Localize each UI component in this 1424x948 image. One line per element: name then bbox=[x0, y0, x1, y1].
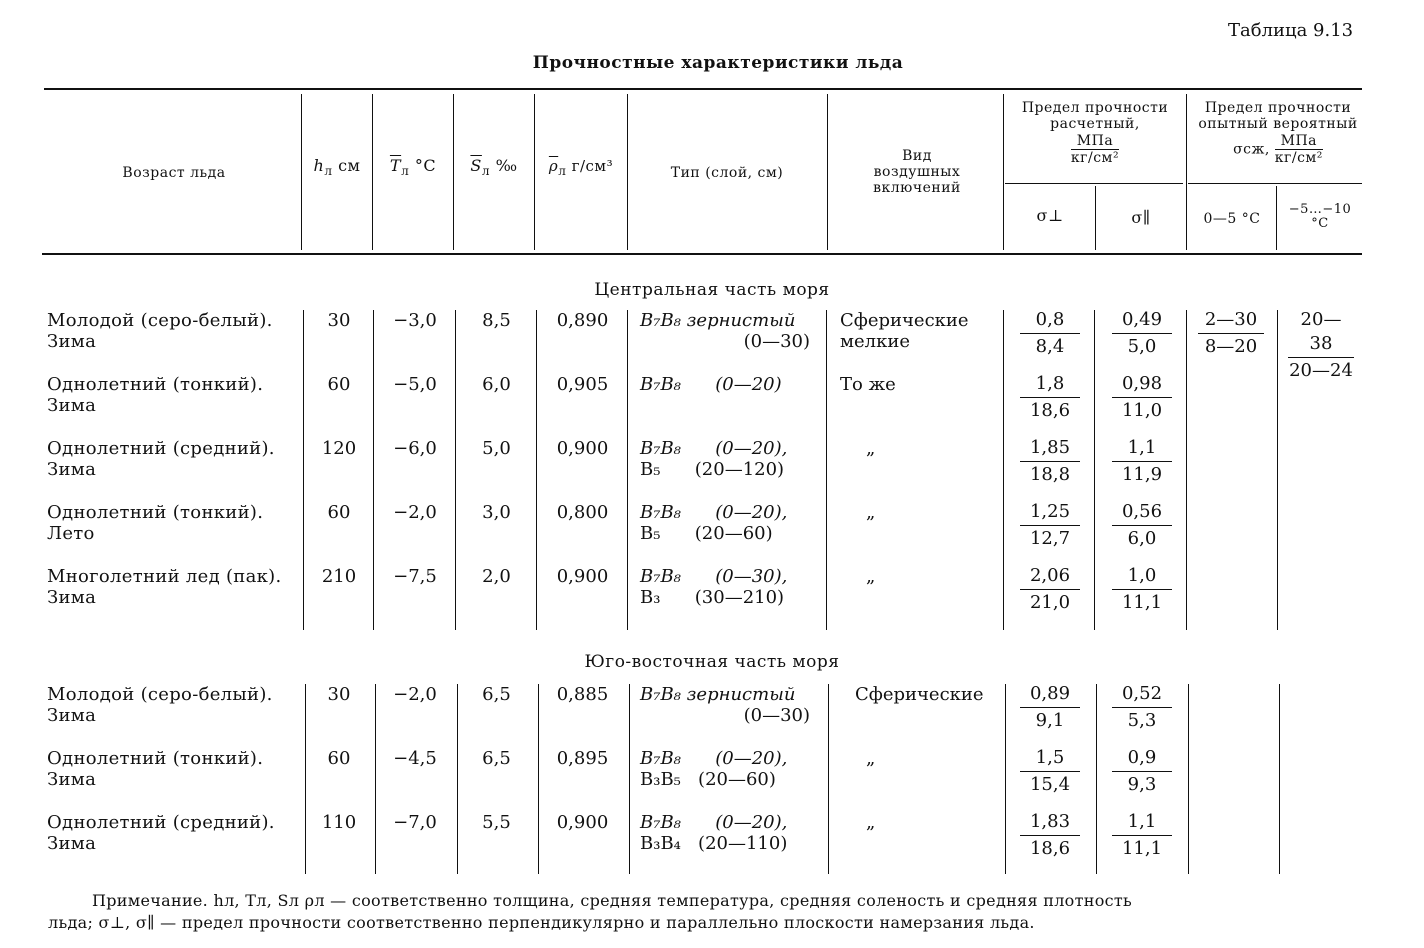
header-divider bbox=[1003, 94, 1004, 250]
body-divider bbox=[1003, 310, 1004, 630]
row-h: 60 bbox=[327, 374, 351, 395]
header-divider bbox=[534, 94, 535, 250]
rho-unit: г/см³ bbox=[571, 157, 614, 175]
row-air-line2: мелкие bbox=[840, 331, 910, 352]
rho-sub: л bbox=[558, 164, 567, 178]
body-divider bbox=[627, 310, 628, 630]
row-type-line1: B₇B₈ зернистый bbox=[640, 684, 796, 705]
row-type-line2: (0—30) bbox=[743, 331, 810, 352]
row-t: −5,0 bbox=[393, 374, 437, 395]
row-type-line2: B₅ (20—60) bbox=[640, 523, 773, 544]
note-line-2: льда; σ⊥, σ∥ — предел прочности соответственно перпендикулярно и параллельно плоскости намерзания льда. bbox=[48, 913, 1035, 932]
row-exp-0-5-numerator: 2—30 bbox=[1198, 308, 1264, 334]
body-divider bbox=[629, 684, 630, 874]
row-sigma-perp bbox=[1020, 682, 1080, 733]
exp-unit-den: кг/см² bbox=[1274, 150, 1323, 166]
row-sigma-par-numerator: 1,0 bbox=[1112, 564, 1172, 590]
row-t: −7,5 bbox=[393, 566, 437, 587]
row-s: 5,0 bbox=[482, 438, 511, 459]
row-type-line2: (0—30) bbox=[743, 705, 810, 726]
t-symbol: $\overline{T}$ bbox=[389, 156, 402, 175]
body-divider bbox=[1279, 684, 1280, 874]
col-header-air: Вид воздушных включений bbox=[873, 148, 961, 196]
body-divider bbox=[536, 310, 537, 630]
row-sigma-perp-numerator: 1,8 bbox=[1020, 372, 1080, 398]
s-unit: ‰ bbox=[495, 156, 518, 175]
calc-subheader-rule bbox=[1005, 183, 1183, 184]
row-t: −3,0 bbox=[393, 310, 437, 331]
row-type-line1: B₇B₈ (0—20), bbox=[640, 812, 788, 833]
row-rho: 0,895 bbox=[556, 748, 609, 769]
row-sigma-par bbox=[1112, 500, 1172, 551]
row-sigma-perp-denominator: 18,6 bbox=[1029, 400, 1071, 421]
note-line-1: Примечание. hл, Tл, Sл ρл — соответственно толщина, средняя температура, средняя соленость и средняя плотность bbox=[92, 891, 1133, 910]
header-top-rule bbox=[44, 88, 1362, 90]
row-exp-5-10-denominator: 20—24 bbox=[1289, 360, 1353, 381]
sigma-c: σсж, bbox=[1233, 141, 1270, 158]
row-age-line1: Молодой (серо-белый). bbox=[47, 310, 273, 331]
row-sigma-par-numerator: 0,52 bbox=[1112, 682, 1172, 708]
row-age-line1: Молодой (серо-белый). bbox=[47, 684, 273, 705]
body-divider bbox=[1186, 310, 1187, 630]
row-sigma-perp bbox=[1020, 746, 1080, 797]
row-sigma-par-numerator: 0,56 bbox=[1112, 500, 1172, 526]
body-divider bbox=[375, 684, 376, 874]
col-header-rho bbox=[536, 158, 626, 179]
section-title-southeast: Юго-восточная часть моря bbox=[584, 652, 840, 672]
row-sigma-perp-numerator: 1,5 bbox=[1020, 746, 1080, 772]
body-divider bbox=[305, 684, 306, 874]
row-sigma-perp-denominator: 15,4 bbox=[1029, 774, 1071, 795]
body-divider bbox=[1005, 684, 1006, 874]
body-divider bbox=[1188, 684, 1189, 874]
row-rho: 0,890 bbox=[556, 310, 609, 331]
row-age-line2: Зима bbox=[47, 769, 97, 790]
col-header-exp-1: 0—5 °С bbox=[1203, 211, 1261, 227]
row-age-line2: Зима bbox=[47, 833, 97, 854]
row-t: −4,5 bbox=[393, 748, 437, 769]
rho-symbol: $\overline{\rho}$ bbox=[548, 157, 559, 175]
row-s: 6,5 bbox=[482, 684, 511, 705]
row-sigma-par bbox=[1112, 746, 1172, 797]
calc-unit bbox=[1071, 133, 1119, 166]
col-header-exp bbox=[1188, 100, 1368, 166]
row-t: −7,0 bbox=[393, 812, 437, 833]
row-age-line1: Однолетний (тонкий). bbox=[47, 748, 264, 769]
h-unit: см bbox=[338, 156, 361, 175]
row-sigma-perp-denominator: 21,0 bbox=[1029, 592, 1071, 613]
row-sigma-perp bbox=[1020, 500, 1080, 551]
col-header-h bbox=[303, 158, 371, 179]
row-type-line2: B₃B₅ (20—60) bbox=[640, 769, 776, 790]
body-divider bbox=[1096, 684, 1097, 874]
row-age-line1: Однолетний (средний). bbox=[47, 812, 275, 833]
row-type-line2: B₃B₄ (20—110) bbox=[640, 833, 788, 854]
row-type-line1: B₇B₈ (0—20), bbox=[640, 502, 788, 523]
row-sigma-perp-denominator: 8,4 bbox=[1035, 336, 1065, 357]
row-s: 3,0 bbox=[482, 502, 511, 523]
calc-unit-den: кг/см² bbox=[1070, 150, 1120, 166]
calc-unit-num: МПа bbox=[1071, 133, 1119, 150]
row-h: 60 bbox=[327, 502, 351, 523]
row-exp-0-5-denominator: 8—20 bbox=[1204, 336, 1258, 357]
calc-title: Предел прочности расчетный, bbox=[1021, 100, 1169, 132]
col-header-sigma-perp: σ⊥ bbox=[1036, 206, 1064, 225]
col-header-exp-2: −5…−10 °С bbox=[1288, 202, 1352, 231]
row-sigma-par-denominator: 11,1 bbox=[1121, 838, 1163, 859]
body-divider bbox=[826, 310, 827, 630]
body-divider bbox=[455, 310, 456, 630]
row-air-line1: То же bbox=[840, 374, 896, 395]
row-sigma-par-numerator: 1,1 bbox=[1112, 810, 1172, 836]
row-type-line1: B₇B₈ (0—20), bbox=[640, 438, 788, 459]
row-sigma-par bbox=[1112, 308, 1172, 359]
row-age-line1: Однолетний (тонкий). bbox=[47, 374, 264, 395]
row-age-line2: Лето bbox=[47, 523, 95, 544]
row-type-line1: B₇B₈ (0—30), bbox=[640, 566, 788, 587]
row-air-line1: „ bbox=[866, 566, 876, 587]
row-sigma-perp-denominator: 9,1 bbox=[1035, 710, 1065, 731]
header-divider bbox=[453, 94, 454, 250]
row-s: 6,5 bbox=[482, 748, 511, 769]
row-sigma-perp bbox=[1020, 436, 1080, 487]
row-t: −2,0 bbox=[393, 502, 437, 523]
h-symbol: h bbox=[313, 156, 325, 175]
row-type-line1: B₇B₈ (0—20), bbox=[640, 748, 788, 769]
row-type-line1: B₇B₈ зернистый bbox=[640, 310, 796, 331]
exp-unit-row bbox=[1188, 133, 1368, 166]
col-header-t bbox=[374, 158, 452, 179]
row-s: 2,0 bbox=[482, 566, 511, 587]
row-s: 6,0 bbox=[482, 374, 511, 395]
t-unit: °С bbox=[414, 156, 437, 175]
row-sigma-perp-numerator: 1,83 bbox=[1020, 810, 1080, 836]
row-sigma-par-denominator: 9,3 bbox=[1127, 774, 1157, 795]
row-sigma-par-denominator: 11,9 bbox=[1121, 464, 1163, 485]
row-sigma-perp bbox=[1020, 372, 1080, 423]
row-sigma-par-numerator: 1,1 bbox=[1112, 436, 1172, 462]
header-divider bbox=[372, 94, 373, 250]
exp-subheader-rule bbox=[1188, 183, 1362, 184]
row-exp-0-5 bbox=[1198, 308, 1264, 359]
row-sigma-perp bbox=[1020, 564, 1080, 615]
row-h: 120 bbox=[321, 438, 357, 459]
row-sigma-par-denominator: 11,0 bbox=[1121, 400, 1163, 421]
col-header-s bbox=[455, 158, 533, 179]
row-age-line1: Однолетний (средний). bbox=[47, 438, 275, 459]
row-sigma-perp-denominator: 12,7 bbox=[1029, 528, 1071, 549]
row-rho: 0,905 bbox=[556, 374, 609, 395]
header-divider bbox=[1276, 186, 1277, 250]
s-symbol: $\overline{S}$ bbox=[470, 156, 482, 175]
h-sub: л bbox=[324, 164, 333, 179]
col-header-age: Возраст льда bbox=[122, 165, 226, 181]
row-h: 30 bbox=[327, 310, 351, 331]
row-rho: 0,885 bbox=[556, 684, 609, 705]
row-sigma-perp-numerator: 2,06 bbox=[1020, 564, 1080, 590]
table-number: Таблица 9.13 bbox=[1228, 20, 1354, 41]
exp-unit bbox=[1275, 133, 1323, 166]
row-sigma-par-denominator: 5,0 bbox=[1127, 336, 1157, 357]
body-divider bbox=[538, 684, 539, 874]
col-header-type: Тип (слой, см) bbox=[670, 165, 784, 181]
header-bottom-rule bbox=[42, 253, 1362, 255]
row-air-line1: „ bbox=[866, 812, 876, 833]
row-sigma-par-numerator: 0,98 bbox=[1112, 372, 1172, 398]
row-age-line1: Однолетний (тонкий). bbox=[47, 502, 264, 523]
row-sigma-par-numerator: 0,9 bbox=[1112, 746, 1172, 772]
row-sigma-par bbox=[1112, 564, 1172, 615]
row-sigma-perp-numerator: 1,25 bbox=[1020, 500, 1080, 526]
row-age-line2: Зима bbox=[47, 587, 97, 608]
row-type-line1: B₇B₈ (0—20) bbox=[640, 374, 782, 395]
col-header-sigma-par: σ∥ bbox=[1131, 208, 1151, 227]
row-sigma-perp bbox=[1020, 810, 1080, 861]
row-exp-5-10-numerator: 20—38 bbox=[1288, 308, 1354, 358]
row-type-line2: B₅ (20—120) bbox=[640, 459, 785, 480]
row-sigma-perp-denominator: 18,6 bbox=[1029, 838, 1071, 859]
row-s: 8,5 bbox=[482, 310, 511, 331]
row-sigma-par bbox=[1112, 436, 1172, 487]
table-title: Прочностные характеристики льда bbox=[532, 53, 904, 73]
body-divider bbox=[303, 310, 304, 630]
header-divider bbox=[1095, 186, 1096, 250]
body-divider bbox=[1094, 310, 1095, 630]
row-air-line1: Сферические bbox=[840, 310, 969, 331]
row-sigma-perp-numerator: 0,8 bbox=[1020, 308, 1080, 334]
row-sigma-par-denominator: 11,1 bbox=[1121, 592, 1163, 613]
t-sub: л bbox=[401, 164, 410, 179]
row-sigma-perp-denominator: 18,8 bbox=[1029, 464, 1071, 485]
s-sub: л bbox=[481, 164, 491, 179]
row-sigma-par-denominator: 6,0 bbox=[1127, 528, 1157, 549]
row-age-line1: Многолетний лед (пак). bbox=[47, 566, 282, 587]
row-h: 210 bbox=[321, 566, 357, 587]
row-sigma-perp bbox=[1020, 308, 1080, 359]
row-h: 30 bbox=[327, 684, 351, 705]
row-h: 60 bbox=[327, 748, 351, 769]
row-sigma-par bbox=[1112, 810, 1172, 861]
header-divider bbox=[1186, 94, 1187, 250]
row-age-line2: Зима bbox=[47, 459, 97, 480]
section-title-central: Центральная часть моря bbox=[594, 280, 830, 300]
row-sigma-par-numerator: 0,49 bbox=[1112, 308, 1172, 334]
row-exp-5-10 bbox=[1288, 308, 1354, 383]
row-air-line1: Сферические bbox=[855, 684, 984, 705]
row-sigma-perp-numerator: 1,85 bbox=[1020, 436, 1080, 462]
row-sigma-par bbox=[1112, 372, 1172, 423]
row-t: −6,0 bbox=[393, 438, 437, 459]
row-rho: 0,900 bbox=[556, 566, 609, 587]
row-age-line2: Зима bbox=[47, 705, 97, 726]
row-air-line1: „ bbox=[866, 438, 876, 459]
row-t: −2,0 bbox=[393, 684, 437, 705]
body-divider bbox=[457, 684, 458, 874]
header-divider bbox=[627, 94, 628, 250]
row-age-line2: Зима bbox=[47, 395, 97, 416]
row-h: 110 bbox=[321, 812, 357, 833]
body-divider bbox=[1277, 310, 1278, 630]
row-type-line2: B₃ (30—210) bbox=[640, 587, 785, 608]
row-rho: 0,800 bbox=[556, 502, 609, 523]
row-rho: 0,900 bbox=[556, 438, 609, 459]
header-divider bbox=[301, 94, 302, 250]
row-air-line1: „ bbox=[866, 748, 876, 769]
row-age-line2: Зима bbox=[47, 331, 97, 352]
row-sigma-perp-numerator: 0,89 bbox=[1020, 682, 1080, 708]
exp-title: Предел прочности опытный вероятный bbox=[1198, 100, 1358, 132]
exp-unit-num: МПа bbox=[1275, 133, 1323, 150]
body-divider bbox=[373, 310, 374, 630]
header-divider bbox=[827, 94, 828, 250]
row-s: 5,5 bbox=[482, 812, 511, 833]
col-header-calc bbox=[1005, 100, 1185, 166]
row-air-line1: „ bbox=[866, 502, 876, 523]
row-sigma-par-denominator: 5,3 bbox=[1127, 710, 1157, 731]
row-sigma-par bbox=[1112, 682, 1172, 733]
body-divider bbox=[828, 684, 829, 874]
row-rho: 0,900 bbox=[556, 812, 609, 833]
